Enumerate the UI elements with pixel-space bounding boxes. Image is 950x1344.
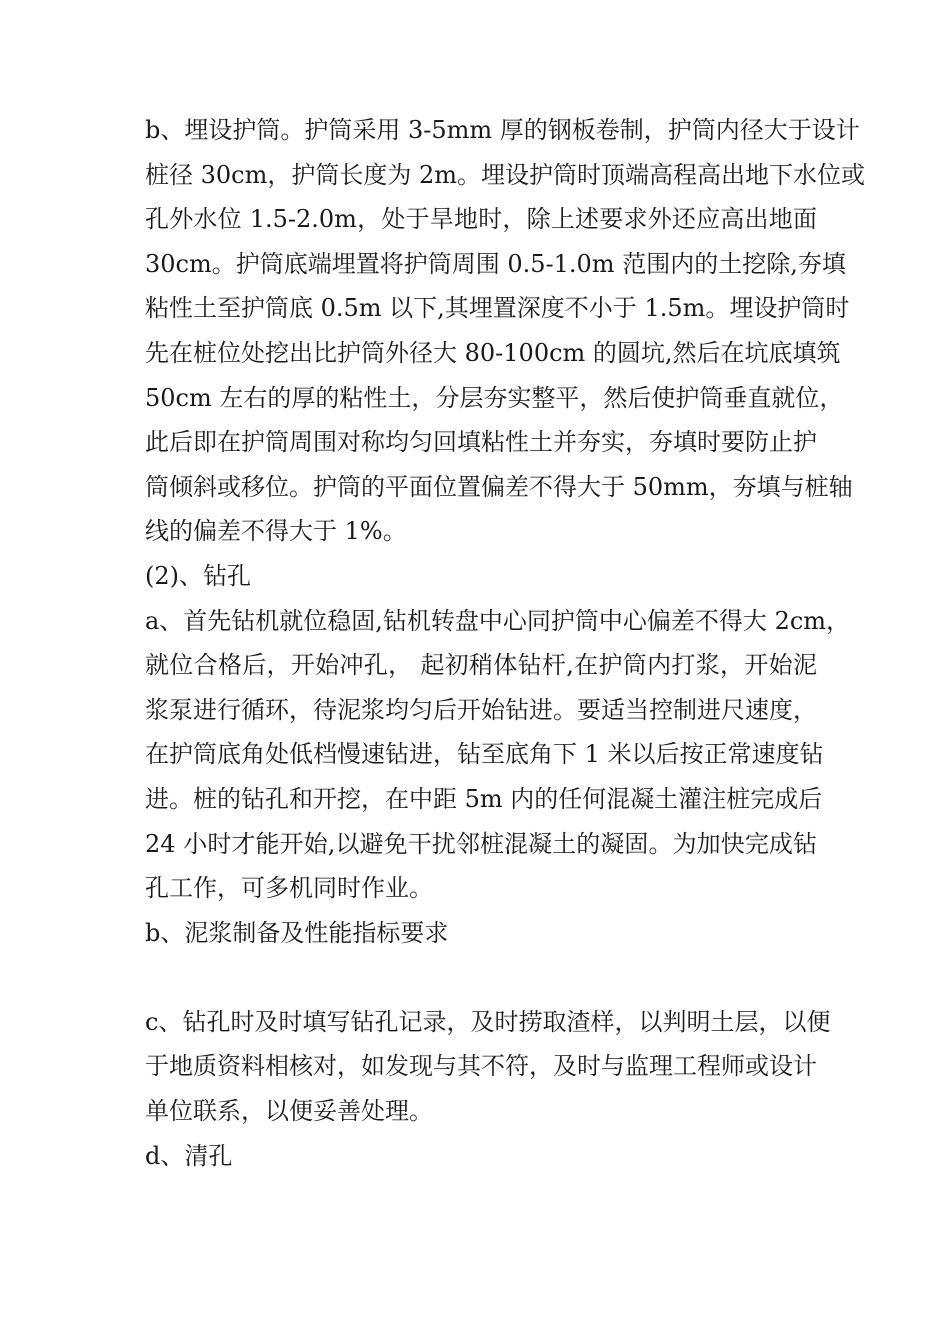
paragraph-drilling-record <box>145 1000 831 1134</box>
paragraph-line: 就位合格后，开始冲孔， 起初稍体钻杆,在护筒内打浆，开始泥 <box>145 651 817 680</box>
paragraph-line: 30cm。护筒底端埋置将护筒周围 0.5-1.0m 范围内的土挖除,夯填 <box>145 249 846 278</box>
paragraph-mud-preparation: b、泥浆制备及性能指标要求 <box>145 918 449 947</box>
paragraph-line: a、首先钻机就位稳固,钻机转盘中心同护筒中心偏差不得大 2cm， <box>145 606 851 635</box>
paragraph-line: 先在桩位处挖出比护筒外径大 80-100cm 的圆坑,然后在坑底填筑 <box>145 338 841 367</box>
paragraph-line: 浆泵进行循环，待泥浆均匀后开始钻进。要适当控制进尺速度， <box>145 695 817 724</box>
document-body <box>145 108 866 1178</box>
paragraph-hole-cleaning: d、清孔 <box>145 1141 233 1170</box>
paragraph-line: 孔工作，可多机同时作业。 <box>145 874 433 903</box>
paragraph-line: 筒倾斜或移位。护筒的平面位置偏差不得大于 50mm，夯填与桩轴 <box>145 472 853 501</box>
paragraph-line: 在护筒底角处低档慢速钻进，钻至底角下 1 米以后按正常速度钻 <box>145 740 824 769</box>
paragraph-line: c、钻孔时及时填写钻孔记录，及时捞取渣样，以判明土层，以便 <box>145 1007 831 1036</box>
paragraph-line: 50cm 左右的厚的粘性土，分层夯实整平，然后使护筒垂直就位， <box>145 383 844 412</box>
paragraph-line: 24 小时才能开始,以避免干扰邻桩混凝土的凝固。为加快完成钻 <box>145 829 817 858</box>
paragraph-line: 进。桩的钻孔和开挖，在中距 5m 内的任何混凝土灌注桩完成后 <box>145 784 823 813</box>
paragraph-line: 于地质资料相核对，如发现与其不符，及时与监理工程师或设计 <box>145 1052 817 1081</box>
paragraph-line: 线的偏差不得大于 1%。 <box>145 517 407 546</box>
paragraph-line: 单位联系，以便妥善处理。 <box>145 1097 433 1126</box>
paragraph-protective-casing <box>145 108 866 554</box>
paragraph-line: 桩径 30cm，护筒长度为 2m。埋设护筒时顶端高程高出地下水位或 <box>145 160 866 189</box>
paragraph-line: 此后即在护筒周围对称均匀回填粘性土并夯实，夯填时要防止护 <box>145 428 817 457</box>
paragraph-drilling-a <box>145 599 851 911</box>
blank-spacer <box>145 955 817 1000</box>
section-heading-drilling: (2)、钻孔 <box>145 561 251 590</box>
paragraph-line: 粘性土至护筒底 0.5m 以下,其埋置深度不小于 1.5m。埋设护筒时 <box>145 294 850 323</box>
paragraph-line: 孔外水位 1.5-2.0m，处于旱地时，除上述要求外还应高出地面 <box>145 205 817 234</box>
paragraph-line: b、埋设护筒。护筒采用 3-5mm 厚的钢板卷制，护筒内径大于设计 <box>145 116 860 144</box>
